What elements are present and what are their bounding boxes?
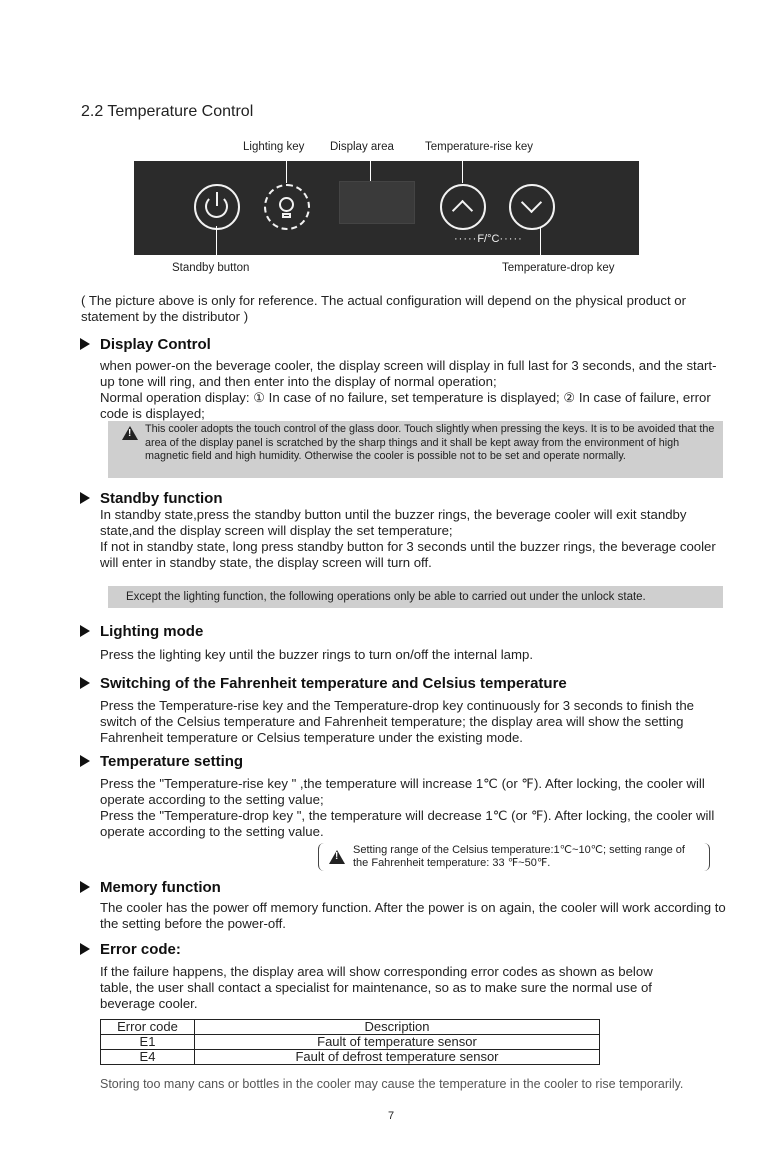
unlock-note-text: Except the lighting function, the following operations only be able to carried out under the unlock state. bbox=[126, 591, 646, 603]
temperature-setting-p1: Press the "Temperature-rise key " ,the temperature will increase 1℃ (or ℉). After locking, the cooler will operate according to the setting value; bbox=[100, 776, 705, 807]
lighting-mode-p1: Press the lighting key until the buzzer rings to turn on/off the internal lamp. bbox=[100, 647, 533, 662]
footer-note: Storing too many cans or bottles in the cooler may cause the temperature in the cooler to rise temporarily. bbox=[100, 1077, 684, 1091]
standby-function-p2: If not in standby state, long press standby button for 3 seconds until the buzzer rings, the beverage cooler will enter in standby state, the display screen will turn off. bbox=[100, 539, 716, 570]
bullet-arrow bbox=[80, 492, 90, 504]
lamp-icon bbox=[279, 197, 294, 212]
table-row bbox=[101, 1050, 600, 1065]
table-cell: E4 bbox=[101, 1050, 195, 1065]
table-header-row bbox=[101, 1020, 600, 1035]
table-header-cell: Error code bbox=[101, 1020, 195, 1035]
label-standby-button: Standby button bbox=[172, 262, 250, 274]
section-heading: 2.2 Temperature Control bbox=[81, 103, 254, 120]
memory-function-p1: The cooler has the power off memory function. After the power is on again, the cooler will work according to the setting before the power-off. bbox=[100, 900, 726, 931]
temperature-setting-title: Temperature setting bbox=[100, 753, 244, 770]
memory-function-title: Memory function bbox=[100, 879, 221, 896]
display-area bbox=[339, 181, 415, 224]
standby-function-p1: In standby state,press the standby button until the buzzer rings, the beverage cooler will exit standby state,and the display screen will display the set temperature; bbox=[100, 507, 687, 538]
unit-indicator: ·····F/°C····· bbox=[454, 233, 523, 245]
temperature-drop-key bbox=[509, 184, 555, 230]
table-cell: E1 bbox=[101, 1035, 195, 1050]
bullet-arrow bbox=[80, 943, 90, 955]
chevron-down-icon bbox=[521, 192, 542, 213]
unlock-note-box bbox=[108, 586, 723, 608]
lighting-mode-title: Lighting mode bbox=[100, 623, 204, 640]
temperature-setting-p2: Press the "Temperature-drop key ", the temperature will decrease 1℃ (or ℉). After locking, the cooler will operate according to the setting value. bbox=[100, 808, 715, 839]
bullet-arrow bbox=[80, 338, 90, 350]
reference-note: ( The picture above is only for reference. The actual configuration will depend on the physical product or statement by the distributor ) bbox=[81, 293, 687, 324]
switching-title: Switching of the Fahrenheit temperature and Celsius temperature bbox=[100, 675, 567, 692]
warning-icon bbox=[329, 850, 345, 864]
lighting-key bbox=[264, 184, 310, 230]
label-display-area: Display area bbox=[330, 141, 394, 153]
standby-function-title: Standby function bbox=[100, 490, 223, 507]
error-code-table bbox=[100, 1019, 600, 1065]
display-control-title: Display Control bbox=[100, 336, 211, 353]
control-panel-illustration bbox=[134, 161, 639, 255]
chevron-up-icon bbox=[452, 200, 473, 221]
warning-box bbox=[108, 421, 723, 478]
warning-text: This cooler adopts the touch control of the glass door. Touch slightly when pressing the keys. It is to be avoided that the area of the display panel is scratched by the sharp things and it shall be kept away from the environment of high magnetic field and high humidity. Otherwise the cooler is possible not to be set and operate normally. bbox=[145, 423, 715, 462]
bullet-arrow bbox=[80, 625, 90, 637]
page-number: 7 bbox=[388, 1110, 395, 1122]
bullet-arrow bbox=[80, 881, 90, 893]
label-lighting-key: Lighting key bbox=[243, 141, 305, 153]
table-header-cell: Description bbox=[195, 1020, 600, 1035]
table-row bbox=[101, 1035, 600, 1050]
label-temperature-drop-key: Temperature-drop key bbox=[502, 262, 615, 274]
switching-p1: Press the Temperature-rise key and the Temperature-drop key continuously for 3 seconds to finish the switch of the Celsius temperature and Fahrenheit temperature; the display area will show the setting Fahrenheit temperature or Celsius temperature under the existing mode. bbox=[100, 698, 694, 745]
table-cell: Fault of temperature sensor bbox=[195, 1035, 600, 1050]
warning-icon bbox=[122, 426, 138, 440]
error-code-p1: If the failure happens, the display area will show corresponding error codes as shown as below table, the user shall contact a specialist for maintenance, so as to make sure the normal use of beverage cooler. bbox=[100, 964, 653, 1011]
temperature-rise-key bbox=[440, 184, 486, 230]
bullet-arrow bbox=[80, 755, 90, 767]
display-control-p1: when power-on the beverage cooler, the display screen will display in full last for 3 seconds, and the start-up tone will ring, and then enter into the display of normal operation; bbox=[100, 358, 717, 389]
display-control-p2: Normal operation display: ① In case of no failure, set temperature is displayed; ② In case of failure, error code is displayed; bbox=[100, 390, 711, 421]
bullet-arrow bbox=[80, 677, 90, 689]
error-code-title: Error code: bbox=[100, 941, 181, 958]
label-temperature-rise-key: Temperature-rise key bbox=[425, 141, 534, 153]
range-note-text: Setting range of the Celsius temperature:1℃~10℃; setting range of the Fahrenheit temperature: 33 ℉~50℉. bbox=[353, 844, 685, 869]
table-cell: Fault of defrost temperature sensor bbox=[195, 1050, 600, 1065]
standby-button bbox=[194, 184, 240, 230]
range-note-box bbox=[318, 843, 710, 871]
